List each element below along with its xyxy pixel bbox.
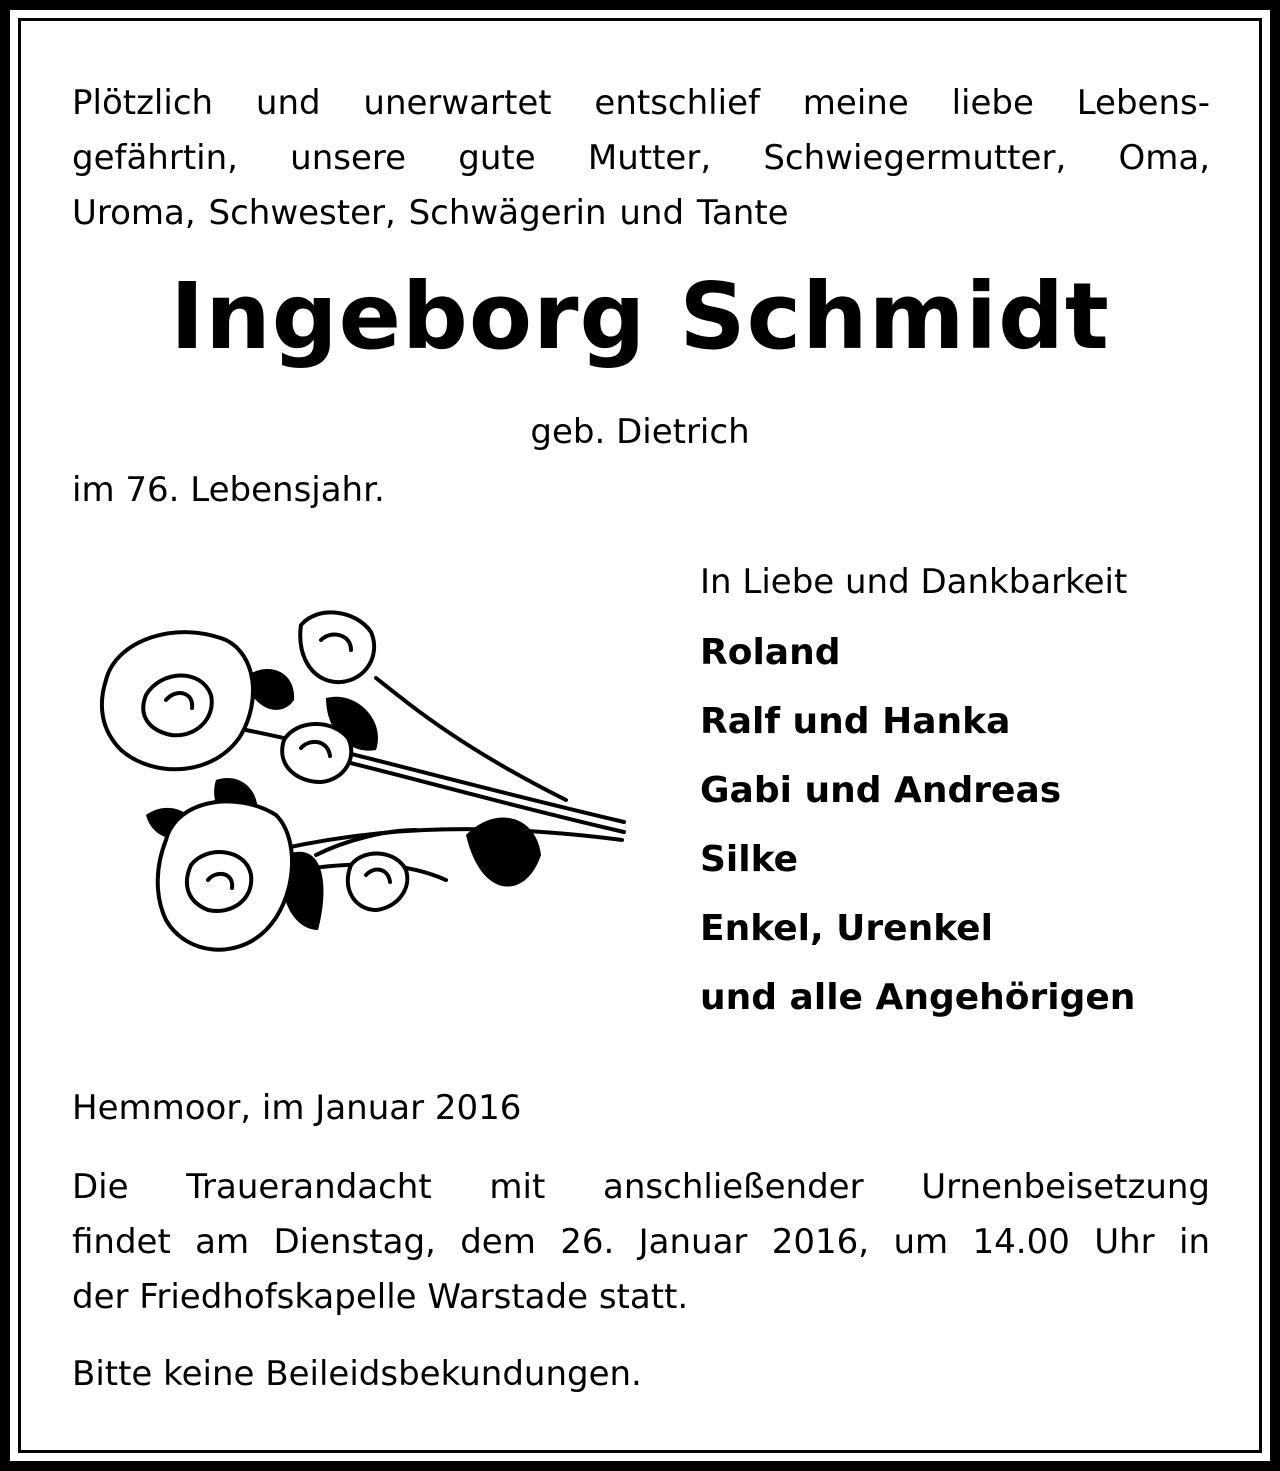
service-line-3: der Friedhofskapelle Warstade statt.: [72, 1277, 689, 1317]
stem-3: [276, 829, 622, 850]
roses-icon: [86, 600, 632, 980]
condolence-note: Bitte keine Beileidsbekundungen.: [72, 1354, 642, 1394]
service-info: [72, 1160, 1210, 1325]
leaf-3: [466, 818, 541, 887]
rose-large-top-inner: [143, 675, 211, 735]
mourner-name: Gabi und Andreas: [700, 770, 1062, 811]
mourners-intro: In Liebe und Dankbarkeit: [700, 562, 1128, 602]
intro-text: [72, 76, 1210, 241]
mourner-name: Silke: [700, 839, 798, 880]
mourner-name: Ralf und Hanka: [700, 701, 1011, 742]
intro-line-1: Plötzlich und unerwartet entschlief meine liebe Lebens-: [72, 83, 1210, 123]
rose-bud: [348, 854, 407, 910]
service-line-2: findet am Dienstag, dem 26. Januar 2016, um 14.00 Uhr in: [72, 1222, 1210, 1262]
deceased-name: Ingeborg Schmidt: [170, 263, 1110, 370]
place-date: Hemmoor, im Januar 2016: [72, 1088, 522, 1128]
intro-line-3: Uroma, Schwester, Schwägerin und Tante: [72, 193, 789, 233]
age-text: im 76. Lebensjahr.: [72, 470, 385, 510]
service-line-1: Die Trauerandacht mit anschließender Urnenbeisetzung: [72, 1167, 1210, 1207]
mourner-name: Enkel, Urenkel: [700, 908, 993, 949]
maiden-name: geb. Dietrich: [530, 412, 750, 452]
rose-small-mid: [282, 724, 351, 782]
intro-line-2: gefährtin, unsere gute Mutter, Schwiegermutter, Oma,: [72, 138, 1210, 178]
mourners-section: [700, 560, 1220, 1046]
mourner-name: und alle Angehörigen: [700, 977, 1136, 1018]
rose-small-top: [300, 612, 374, 682]
mourner-name: Roland: [700, 632, 841, 673]
stem-4: [376, 678, 566, 800]
